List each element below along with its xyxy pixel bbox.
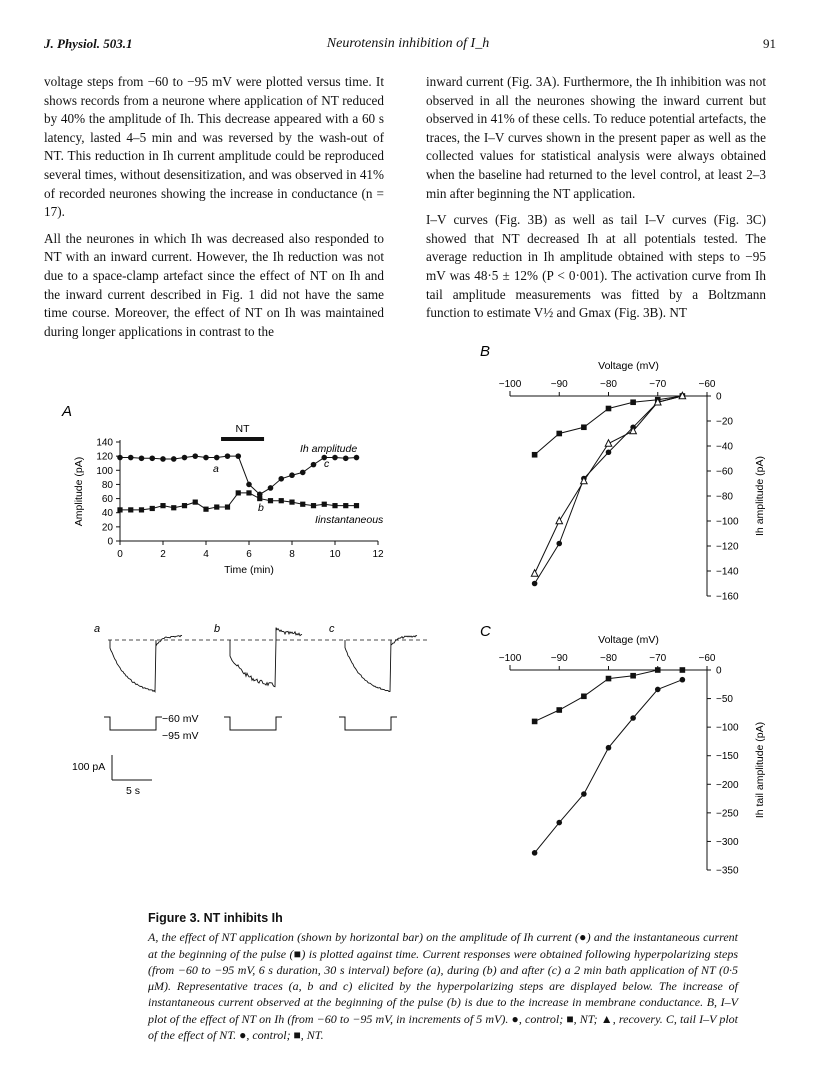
y-tick-label: 0: [107, 536, 113, 548]
nt-bar-label: NT: [235, 423, 250, 435]
y-tick-label: 60: [101, 494, 113, 506]
data-point: [556, 707, 562, 713]
data-point: [193, 500, 198, 505]
data-point: [139, 455, 145, 461]
data-point: [300, 502, 305, 507]
data-point: [606, 745, 612, 751]
data-point: [531, 570, 538, 577]
current-traces: [72, 623, 430, 797]
data-point: [532, 719, 538, 725]
x-tick-label: −70: [649, 653, 667, 664]
data-point: [268, 485, 274, 491]
data-point: [278, 476, 284, 482]
x-tick-label: −90: [550, 653, 568, 664]
data-point: [117, 507, 122, 512]
data-point: [149, 455, 155, 461]
y-tick-label: −350: [716, 865, 739, 877]
x-axis-label: Voltage (mV): [598, 360, 659, 372]
data-point: [171, 505, 176, 510]
data-point: [236, 490, 241, 495]
y-tick-label: −300: [716, 836, 739, 848]
current-trace: [230, 628, 302, 687]
data-point: [343, 455, 349, 461]
data-point: [354, 455, 360, 461]
trace-label: c: [329, 623, 335, 635]
data-point: [300, 470, 306, 476]
y-tick-label: 40: [101, 508, 113, 520]
data-point: [289, 500, 294, 505]
data-point: [214, 504, 219, 509]
series-label-inst: Iinstantaneous: [315, 514, 384, 526]
voltage-step: [224, 717, 282, 730]
caption-body: A, the effect of NT application (shown by horizontal bar) on the amplitude of Ih current (●) and the instantaneous current at the beginning of the pulse (■) is plotted against time. Current responses were obtained following hyperpolarizing steps (from −60 to −95 mV, 6 s duration, 30 s interval) before (a), during (b) and after (c) a 2 min bath application of NT (0·5 μM). Representative traces (a, b and c) elicited by the hyperpolarizing steps are displayed below. The increase of instantaneous current observed at the beginning of the pulse (b) is due to the increase in membrane conductance. B, I–V plot of the effect of NT on Ih (from −60 to −95 mV, in increments of 5 mV). ●, control; ■, NT; ▲, recovery. C, tail I–V plot of the effect of NT. ●, control; ■, NT.: [148, 930, 738, 1043]
point-label: b: [258, 502, 264, 514]
x-tick-label: −100: [498, 653, 522, 664]
data-point: [343, 503, 348, 508]
x-tick-label: −60: [698, 653, 716, 664]
data-point: [246, 482, 252, 488]
current-trace: [110, 635, 182, 691]
data-point: [171, 456, 177, 462]
header-journal: J. Physiol. 503.1: [44, 36, 133, 51]
x-tick-label: −60: [698, 379, 716, 390]
data-point: [630, 399, 636, 405]
data-point: [581, 791, 587, 797]
voltage-label: −95 mV: [162, 730, 199, 742]
data-point: [606, 676, 612, 682]
x-tick-label: −90: [550, 379, 568, 390]
y-tick-label: −20: [716, 416, 733, 428]
data-point: [117, 455, 123, 461]
y-axis-label: Ih tail amplitude (pA): [754, 721, 766, 819]
data-point: [322, 502, 327, 507]
data-point: [225, 453, 231, 459]
point-label: a: [213, 463, 219, 475]
data-point: [655, 687, 661, 693]
y-tick-label: 120: [96, 451, 113, 463]
data-point: [556, 541, 562, 547]
data-point: [139, 507, 144, 512]
point-label: c: [324, 458, 330, 470]
voltage-label: −60 mV: [162, 713, 199, 725]
y-tick-label: −80: [716, 491, 733, 503]
data-point: [556, 431, 562, 437]
data-point: [203, 507, 208, 512]
y-tick-label: 0: [716, 665, 722, 677]
data-point: [311, 462, 317, 468]
data-point: [581, 693, 587, 699]
data-point: [630, 715, 636, 721]
x-tick-label: 6: [246, 549, 252, 560]
x-tick-label: 4: [203, 549, 209, 560]
data-point: [150, 506, 155, 511]
data-point: [630, 673, 636, 679]
data-point: [581, 424, 587, 430]
paragraph: inward current (Fig. 3A). Furthermore, the Ih inhibition was not observed in all the neurones showing the inward current but observed in 41% of these cells. To reduce potential artefacts, the traces, the I–V curves shown in the present paper as well as the collected values for statistical analysis were always obtained when the baseline had returned to the level control, at least 2–3 min after beginning the NT application.: [426, 74, 766, 201]
paragraph: I–V curves (Fig. 3B) as well as tail I–V curves (Fig. 3C) showed that NT decreased Ih at all potentials tested. The average reduction in Ih amplitude obtained with steps to −95 mV was 48·5 ± 12% (P < 0·001). The activation curve from Ih tail amplitude measurements was fitted by a Boltzmann function to estimate V½ and Gmax (Fig. 3B). NT: [426, 212, 766, 321]
y-tick-label: 140: [96, 437, 113, 449]
data-point: [332, 455, 338, 461]
data-point: [182, 503, 187, 508]
data-point: [279, 498, 284, 503]
y-tick-label: −160: [716, 591, 739, 603]
x-tick-label: 12: [372, 549, 384, 560]
y-tick-label: −200: [716, 779, 739, 791]
y-tick-label: 20: [101, 522, 113, 534]
series-line: [535, 680, 683, 853]
header-page: 91: [763, 36, 776, 51]
y-tick-label: −50: [716, 694, 733, 706]
current-trace: [345, 636, 417, 692]
voltage-step: [339, 717, 397, 730]
y-tick-label: 0: [716, 391, 722, 403]
data-point: [246, 490, 251, 495]
y-tick-label: 100: [96, 465, 113, 477]
x-tick-label: 0: [117, 549, 123, 560]
panel-c-chart: [480, 623, 766, 877]
data-point: [655, 667, 661, 673]
data-point: [606, 449, 612, 455]
x-tick-label: −70: [649, 379, 667, 390]
series-line: [120, 456, 357, 494]
x-tick-label: 8: [289, 549, 295, 560]
data-point: [532, 850, 538, 856]
data-point: [192, 453, 198, 459]
header-title: Neurotensin inhibition of I_h: [326, 36, 490, 51]
y-tick-label: −140: [716, 566, 739, 578]
y-tick-label: −100: [716, 722, 739, 734]
data-point: [605, 440, 612, 447]
x-axis-label: Voltage (mV): [598, 634, 659, 646]
data-point: [257, 496, 262, 501]
data-point: [532, 581, 538, 587]
data-point: [128, 507, 133, 512]
data-point: [225, 504, 230, 509]
paragraph: All the neurones in which Ih was decreased also responded to NT with an inward current. However, the Ih reduction was not due to a space-clamp artefact since the effect of NT on Ih and the inward current described in Fig. 1 did not have the same time course. Moreover, the effect of NT on Ih was maintained during longer applications in contrast to the: [44, 230, 384, 339]
scale-label-x: 5 s: [126, 785, 141, 797]
paragraph: voltage steps from −60 to −95 mV were plotted versus time. It shows records from a neurone where application of NT reduced by 40% the amplitude of Ih. This decrease appeared with a 60 s latency, lasted 4–5 min and was reversed by the wash-out of NT. This reduction in Ih current amplitude could be reproduced several times, without desensitization, and was observed in 41% of recorded neurones showing the increase in conductance (n = 17).: [44, 74, 384, 220]
data-point: [128, 455, 134, 461]
data-point: [311, 503, 316, 508]
series-label-ih: Ih amplitude: [300, 443, 358, 455]
caption-title: Figure 3. NT inhibits Ih: [148, 911, 283, 925]
trace-label: a: [94, 623, 101, 635]
x-tick-label: −100: [498, 379, 522, 390]
data-point: [680, 667, 686, 673]
data-point: [235, 453, 241, 459]
y-tick-label: −120: [716, 541, 739, 553]
nt-application-bar: [221, 437, 264, 441]
voltage-step: [104, 717, 162, 730]
y-axis-label: Ih amplitude (pA): [754, 456, 766, 536]
panel-label: A: [62, 403, 73, 420]
data-point: [354, 503, 359, 508]
panel-a-chart: [61, 403, 384, 576]
data-point: [680, 677, 686, 683]
series-line: [535, 396, 683, 584]
scale-label-y: 100 pA: [72, 761, 106, 773]
data-point: [214, 455, 220, 461]
figure-caption: [148, 910, 738, 1043]
x-tick-label: −80: [600, 653, 617, 664]
data-point: [268, 498, 273, 503]
panel-label: C: [480, 623, 491, 640]
data-point: [160, 503, 165, 508]
data-point: [160, 456, 166, 462]
y-tick-label: −40: [716, 441, 733, 453]
data-point: [532, 452, 538, 458]
x-tick-label: 2: [160, 549, 166, 560]
x-tick-label: 10: [329, 549, 341, 560]
data-point: [332, 503, 337, 508]
data-point: [289, 472, 295, 478]
data-point: [182, 455, 188, 461]
panel-label: B: [480, 343, 491, 360]
y-tick-label: −250: [716, 808, 739, 820]
y-axis-label: Amplitude (pA): [73, 456, 85, 527]
y-tick-label: −100: [716, 516, 739, 528]
x-axis-label: Time (min): [224, 564, 274, 576]
trace-label: b: [214, 623, 221, 635]
data-point: [606, 406, 612, 412]
y-tick-label: −60: [716, 466, 733, 478]
y-tick-label: 80: [101, 479, 113, 491]
panel-b-chart: [480, 343, 766, 603]
data-point: [556, 820, 562, 826]
x-tick-label: −80: [600, 379, 617, 390]
data-point: [203, 455, 209, 461]
y-tick-label: −150: [716, 751, 739, 763]
